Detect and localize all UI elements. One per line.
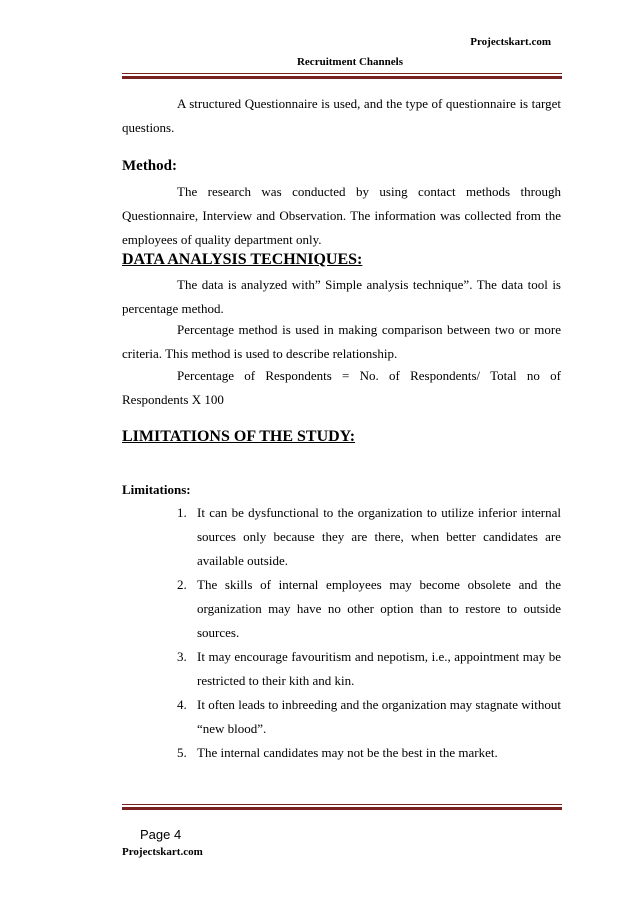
limitations-heading: LIMITATIONS OF THE STUDY: — [122, 428, 356, 445]
list-item-text: The internal candidates may not be the best in the market. — [197, 745, 498, 760]
data-analysis-paragraph-2: Percentage method is used in making comparison between two or more criteria. This method is used to describe relationship. — [122, 322, 561, 361]
list-item-number: 5. — [177, 745, 187, 760]
list-item-text: It can be dysfunctional to the organization to utilize inferior internal sources only because they are there, when better candidates are available outside. — [197, 505, 561, 568]
footer-site-name: Projectskart.com — [122, 846, 203, 858]
list-item — [177, 573, 561, 645]
intro-paragraph: A structured Questionnaire is used, and the type of questionnaire is target questions. — [122, 96, 561, 135]
data-analysis-formula: Percentage of Respondents = No. of Respondents/ Total no of Respondents X 100 — [122, 368, 561, 407]
list-item-text: It may encourage favouritism and nepotism, i.e., appointment may be restricted to their kith and kin. — [197, 649, 561, 688]
list-item-text: The skills of internal employees may become obsolete and the organization may have no other option than to restore to outside sources. — [197, 577, 561, 640]
list-item-number: 4. — [177, 697, 187, 712]
data-analysis-paragraph-1: The data is analyzed with” Simple analysis technique”. The data tool is percentage method. — [122, 277, 561, 316]
list-item — [177, 693, 561, 741]
limitations-list — [177, 501, 561, 765]
header-site-name: Projectskart.com — [470, 36, 551, 48]
list-item — [177, 645, 561, 693]
list-item-number: 2. — [177, 577, 187, 592]
header-rule — [122, 73, 562, 79]
method-paragraph: The research was conducted by using contact methods through Questionnaire, Interview and Observation. The information was collected from the employees of quality department only. — [122, 184, 561, 247]
page-number: Page 4 — [140, 827, 182, 842]
list-item-number: 1. — [177, 505, 187, 520]
footer-rule — [122, 804, 562, 810]
list-item — [177, 741, 561, 765]
limitations-subheading: Limitations: — [122, 482, 191, 497]
method-heading: Method: — [122, 158, 177, 174]
list-item-number: 3. — [177, 649, 187, 664]
list-item-text: It often leads to inbreeding and the organization may stagnate without “new blood”. — [197, 697, 561, 736]
data-analysis-heading: DATA ANALYSIS TECHNIQUES: — [122, 251, 363, 268]
list-item — [177, 501, 561, 573]
header-title: Recruitment Channels — [296, 56, 404, 68]
